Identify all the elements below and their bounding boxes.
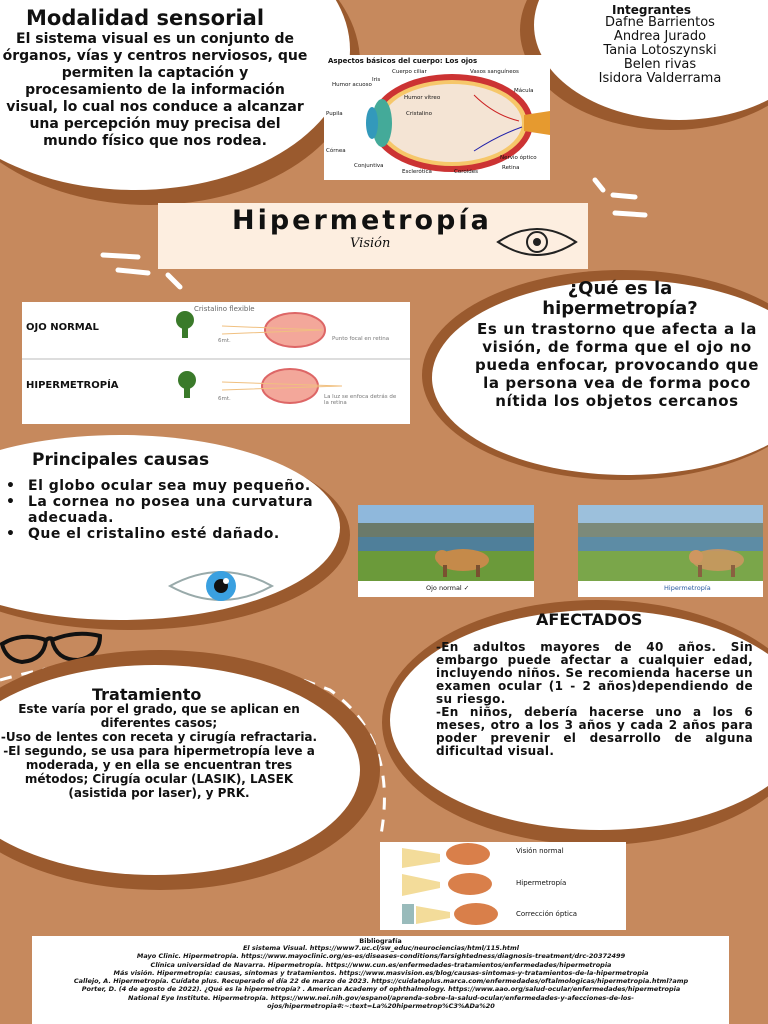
normal-vs-hyperopia-image bbox=[22, 302, 410, 424]
anatomy-label: Pupila bbox=[326, 111, 343, 117]
list-item: • La cornea no posea una curvatura adecuada. bbox=[6, 494, 326, 526]
modalidad-text: El sistema visual es un conjunto de órganos, vías y centros nerviosos, que permiten la captación y procesamiento de la información visual, lo cual nos conduce a alcanzar una percepción muy precisa del mundo físico que nos rodea. bbox=[2, 31, 308, 149]
cow-normal-caption: Ojo normal ✓ bbox=[426, 584, 470, 592]
eye-anatomy-diagram bbox=[324, 55, 550, 180]
cow-normal-vision-image bbox=[358, 505, 534, 597]
anatomy-label: Nervio óptico bbox=[500, 155, 537, 161]
afectados-paragraph: -En adultos mayores de 40 años. Sin embargo puede afectar a cualquier edad, incluyendo niños. Se recomienda hacerse un examen ocular (1 - 2 años)dependiendo de su riesgo. bbox=[436, 640, 753, 706]
reference: Callejo, A. Hipermetropía. Cuídate plus. Recuperado el día 22 de marzo de 2023. https://cuidateplus.marca.com/enfermedades/oftalmologicas/hipermetropia.html?amp bbox=[73, 977, 689, 986]
distance-label: 6mt. bbox=[218, 338, 231, 344]
page-subtitle: Visión bbox=[350, 236, 391, 251]
causas-list bbox=[6, 478, 326, 542]
reference: Clínica universidad de Navarra. Hipermetropía. https://www.cun.es/enfermedades-tratamientos/enfermedades/hipermetropia bbox=[150, 960, 612, 969]
integrantes-list bbox=[560, 16, 760, 86]
vision-correction-image bbox=[380, 842, 626, 930]
anatomy-label: Iris bbox=[372, 77, 381, 83]
anatomy-title: Aspectos básicos del cuerpo: Los ojos bbox=[328, 57, 478, 65]
sparkle-decoration-right bbox=[585, 175, 655, 225]
bibliography-title: Bibliografía bbox=[359, 937, 402, 945]
anatomy-label: Humor acuoso bbox=[332, 82, 372, 88]
reference: National Eye Institute. Hipermetropía. https://www.nei.nih.gov/espanol/aprenda-sobre-la-salud-ocular/enfermedades-y-afecciones-de-los-ojos/hipermetropia#:~:text=La%20hipermetrop%C3%ADa%20 bbox=[128, 993, 634, 1011]
anatomy-label: Retina bbox=[502, 165, 520, 171]
afectados-title: AFECTADOS bbox=[536, 610, 643, 629]
page-title: Hipermetropía bbox=[232, 205, 492, 236]
anatomy-label: Humor vítreo bbox=[404, 95, 441, 101]
focal-caption: Punto focal en retina bbox=[332, 336, 390, 342]
causas-title: Principales causas bbox=[32, 450, 210, 470]
list-item: • El globo ocular sea muy pequeño. bbox=[6, 478, 326, 494]
afectados-text bbox=[436, 641, 753, 758]
bibliography-list bbox=[40, 944, 722, 1010]
distance-label: 6mt. bbox=[218, 396, 231, 402]
sparkle-decoration-left bbox=[98, 245, 188, 295]
cow-hyperopia-image bbox=[578, 505, 763, 597]
eye-icon bbox=[166, 566, 276, 606]
anatomy-label: Vasos sanguíneos bbox=[470, 69, 519, 75]
integrante-name: Tania Lotoszynski bbox=[603, 43, 717, 58]
anatomy-label: Esclerótica bbox=[402, 169, 432, 175]
tratamiento-text: Este varía por el grado, que se aplican en diferentes casos; -Uso de lentes con receta y cirugía refractaria. -El segundo, se usa para hipermetropía leve a moderada, y en ella se encuentran tres métodos; Cirugía ocular (LASIK), LASEK (asistida por laser), y PRK. bbox=[0, 702, 318, 800]
row-label-normal: OJO NORMAL bbox=[26, 322, 99, 333]
reference: Más visión. Hipermetropía: causas, síntomas y tratamientos. https://www.masvision.es/blog/causas-sintomas-y-tratamientos-de-la-hipermetropia bbox=[113, 968, 649, 977]
focal-caption: La luz se enfoca detrás de la retina bbox=[324, 394, 397, 406]
integrantes-title: Integrantes bbox=[612, 3, 692, 17]
list-item: • Que el cristalino esté dañado. bbox=[6, 526, 326, 542]
que-es-text: Es un trastorno que afecta a la visión, de forma que el ojo no pueda enfocar, provocando que la persona vea de forma poco nítida los objetos cercanos bbox=[475, 320, 759, 410]
que-es-title: ¿Qué es la hipermetropía? bbox=[542, 278, 698, 319]
row-label-hyperopia: HIPERMETROPÍA bbox=[26, 380, 119, 391]
reference: El sistema Visual. https://www7.uc.cl/sw_educ/neurociencias/html/115.html bbox=[242, 944, 520, 952]
afectados-paragraph: -En niños, debería hacerse uno a los 6 meses, otro a los 3 años y cada 2 años para poder prevenir el desarrollo de alguna dificultad visual. bbox=[436, 705, 753, 758]
anatomy-label: Cristalino bbox=[406, 111, 432, 117]
anatomy-label: Conjuntiva bbox=[354, 163, 384, 169]
anatomy-label: Mácula bbox=[514, 88, 534, 94]
vision-label: Corrección óptica bbox=[516, 910, 578, 918]
integrante-name: Belen rivas bbox=[623, 57, 697, 72]
anatomy-label: Córnea bbox=[326, 148, 346, 154]
anatomy-label: Cuerpo ciliar bbox=[392, 69, 427, 75]
integrante-name: Dafne Barrientos bbox=[605, 15, 715, 30]
modalidad-title: Modalidad sensorial bbox=[26, 6, 265, 30]
vision-label: Hipermetropía bbox=[516, 879, 567, 887]
reference: Mayo Clinic. Hipermetropía. https://www.mayoclinic.org/es-es/diseases-conditions/farsightedness/diagnosis-treatment/drc-20372499 bbox=[136, 952, 626, 961]
anatomy-label: Coroides bbox=[454, 169, 478, 175]
reference: Porter, D. (4 de agosto de 2022). ¿Qué es la hipermetropía? . American Academy of ophthalmology. https://www.aao.org/salud-ocular/enfermedades/hipermetropia bbox=[81, 985, 681, 994]
cow-hyperopia-caption: Hipermetropía bbox=[664, 584, 711, 592]
vision-label: Visión normal bbox=[516, 847, 564, 855]
tratamiento-title: Tratamiento bbox=[92, 685, 202, 704]
crystalline-caption: Cristalino flexible bbox=[194, 305, 255, 313]
eye-outline-icon bbox=[494, 222, 580, 262]
integrante-name: Andrea Jurado bbox=[613, 29, 707, 44]
integrante-name: Isidora Valderrama bbox=[598, 71, 722, 86]
